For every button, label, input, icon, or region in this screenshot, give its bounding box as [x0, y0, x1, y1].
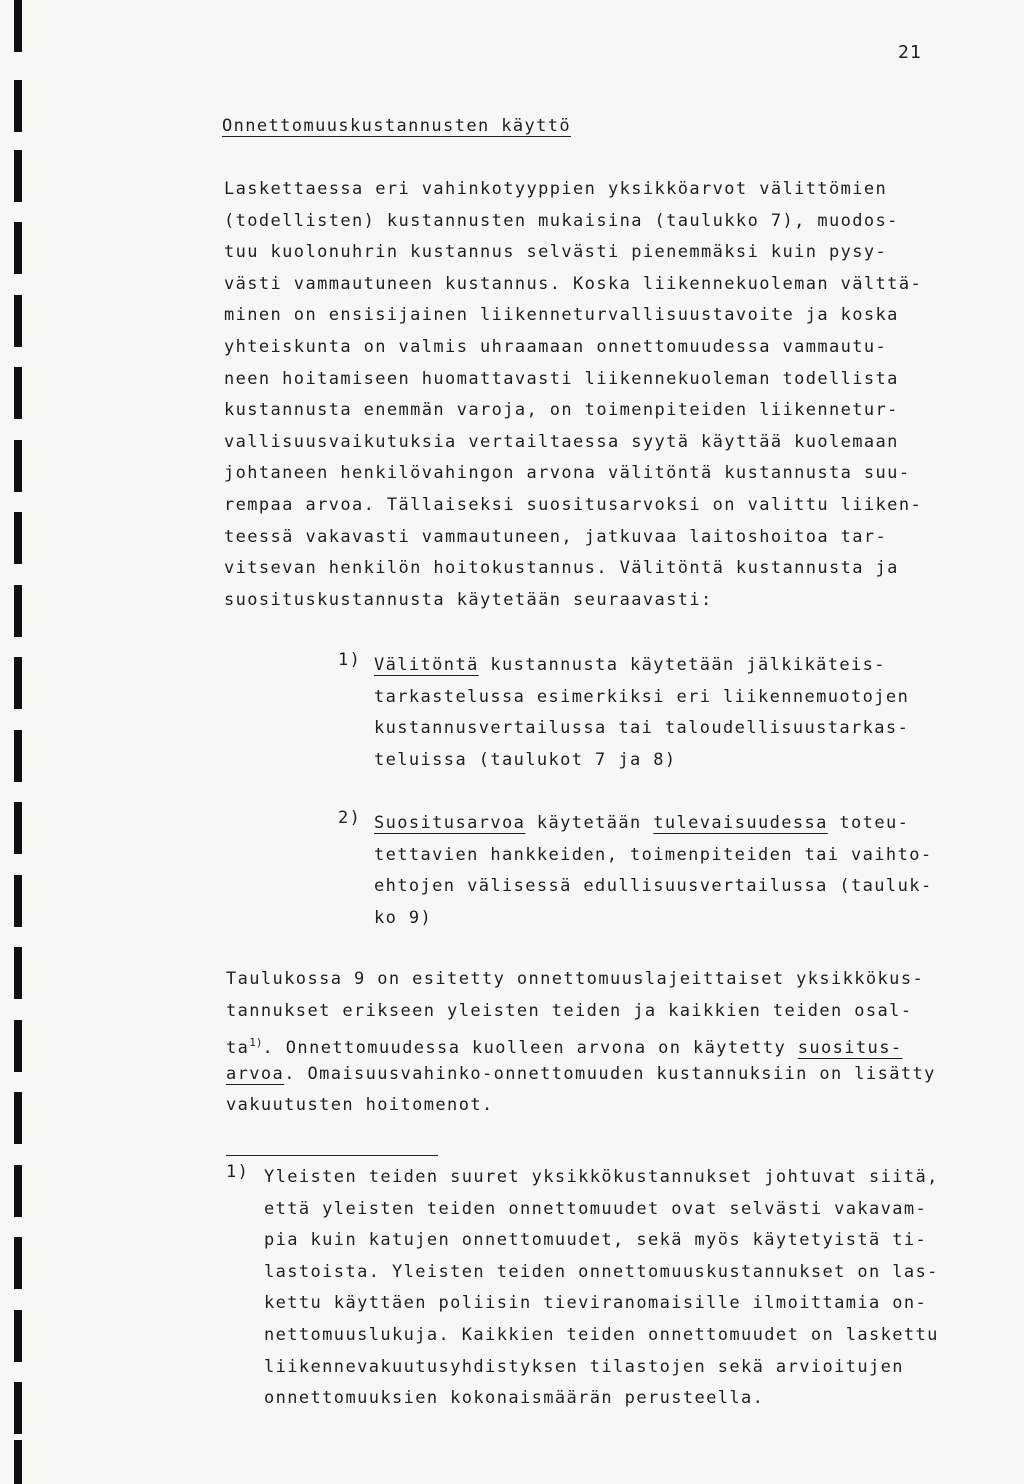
footnote [264, 1162, 939, 1415]
list-text: toteu- [827, 813, 910, 833]
footnote-line: liikennevakuutusyhdistyksen tilastojen sekä arvioitujen [264, 1356, 904, 1377]
list-item-line [374, 808, 932, 840]
footnote-line: että yleisten teiden onnettomuudet ovat selvästi vakavam- [264, 1198, 928, 1219]
paragraph-text: . Onnettomuudessa kuolleen arvona on käytetty [262, 1038, 798, 1059]
binding-mark [14, 1165, 22, 1217]
binding-mark [14, 440, 22, 492]
table-reference-paragraph [226, 964, 936, 1122]
list-item-label: 2) [338, 808, 362, 828]
binding-mark [14, 585, 22, 637]
binding-mark [14, 947, 22, 999]
list-item-line: teluissa (taulukot 7 ja 8) [374, 749, 677, 770]
footnote-line: lastoista. Yleisten teiden onnettomuuskustannukset on las- [264, 1261, 939, 1282]
binding-mark [14, 367, 22, 419]
binding-mark [14, 1440, 22, 1484]
page-number: 21 [898, 42, 922, 63]
binding-mark [14, 730, 22, 782]
binding-mark [14, 80, 22, 132]
binding-mark [14, 222, 22, 274]
binding-mark [14, 0, 22, 52]
binding-mark [14, 1237, 22, 1289]
list-term: Suositusarvoa [374, 813, 526, 833]
footnote-label: 1) [226, 1162, 250, 1182]
binding-mark [14, 150, 22, 202]
list-item-line [374, 650, 909, 682]
binding-mark [14, 875, 22, 927]
list-item-line: kustannusvertailussa tai taloudellisuustarkas- [374, 718, 910, 739]
list-text: käytetään [525, 813, 654, 833]
paragraph-text: . Omaisuusvahinko-onnettomuuden kustannuksiin on lisätty [284, 1063, 936, 1084]
list-item-line: ehtojen välisessä edullisuusvertailussa (tauluk- [374, 876, 933, 897]
list-item-line: tarkastelussa esimerkiksi eri liikennemuotojen [374, 686, 910, 707]
paragraph-line [226, 1027, 936, 1059]
binding-mark [14, 1020, 22, 1072]
binding-mark [14, 657, 22, 709]
paragraph-line: Laskettaessa eri vahinkotyyppien yksikköarvot välittömien [224, 179, 888, 199]
binding-mark [14, 1382, 22, 1434]
binding-mark [14, 295, 22, 347]
footnote-line: nettomuuslukuja. Kaikkien teiden onnettomuudet on laskettu [264, 1324, 939, 1345]
list-item-2 [374, 808, 932, 934]
footnote-line: pia kuin katujen onnettomuudet, sekä myös käytetyistä ti- [264, 1230, 928, 1251]
paragraph-line: (todellisten) kustannusten mukaisina (taulukko 7), muodos- [224, 210, 899, 231]
underlined-term: arvoa [226, 1063, 285, 1084]
paragraph-text: ta [226, 1038, 250, 1059]
footnote-reference: 1) [249, 1036, 263, 1050]
list-term: Välitöntä [374, 655, 479, 675]
underlined-term: suositus- [797, 1038, 903, 1059]
paragraph-line: kustannusta enemmän varoja, on toimenpiteiden liikennetur- [224, 400, 899, 421]
list-item-label: 1) [338, 650, 362, 670]
list-text: kustannusta käytetään jälkikäteis- [478, 655, 886, 675]
paragraph-line: johtaneen henkilövahingon arvona välitöntä kustannusta suu- [224, 463, 911, 484]
paragraph-line: västi vammautuneen kustannus. Koska liikennekuoleman välttä- [224, 273, 923, 294]
binding-mark [14, 1092, 22, 1144]
paragraph-line: tuu kuolonuhrin kustannus selvästi pienemmäksi kuin pysy- [224, 242, 888, 263]
paragraph-line: rempaa arvoa. Tällaiseksi suositusarvoksi on valittu liiken- [224, 494, 923, 515]
paragraph-line: suosituskustannusta käytetään seuraavasti: [224, 589, 713, 610]
footnote-line: onnettomuuksien kokonaismäärän perusteella. [264, 1388, 765, 1409]
footnote-line: kettu käyttäen poliisin tieviranomaisille ilmoittamia on- [264, 1293, 928, 1314]
paragraph-line: vitsevan henkilön hoitokustannus. Välitöntä kustannusta ja [224, 558, 899, 579]
section-heading: Onnettomuuskustannusten käyttö [222, 116, 572, 136]
list-item-line: ko 9) [374, 907, 433, 928]
paragraph-line: vallisuusvaikutuksia vertailtaessa syytä käyttää kuolemaan [224, 431, 899, 452]
list-item-line: tettavien hankkeiden, toimenpiteiden tai vaihto- [374, 844, 933, 865]
paragraph-line: tannukset erikseen yleisten teiden ja kaikkien teiden osal- [226, 1000, 913, 1021]
paragraph-line: neen hoitamiseen huomattavasti liikennekuoleman todellista [224, 368, 899, 389]
binding-mark [14, 802, 22, 854]
paragraph-line: teessä vakavasti vammautuneen, jatkuvaa laitoshoitoa tar- [224, 526, 888, 547]
footnote-divider [226, 1155, 438, 1156]
paragraph-line: Taulukossa 9 on esitetty onnettomuuslajeittaiset yksikkökus- [226, 969, 925, 989]
paragraph-line: minen on ensisijainen liikenneturvallisuustavoite ja koska [224, 305, 899, 326]
list-item-1 [374, 650, 909, 776]
paragraph-line: yhteiskunta on valmis uhraamaan onnettomuudessa vammautu- [224, 336, 888, 357]
paragraph-line [226, 1059, 936, 1091]
footnote-line: Yleisten teiden suuret yksikkökustannukset johtuvat siitä, [264, 1167, 939, 1187]
binding-mark [14, 1310, 22, 1362]
list-term: tulevaisuudessa [653, 813, 828, 833]
intro-paragraph [224, 174, 922, 616]
binding-mark [14, 512, 22, 564]
paragraph-line: vakuutusten hoitomenot. [226, 1095, 494, 1116]
